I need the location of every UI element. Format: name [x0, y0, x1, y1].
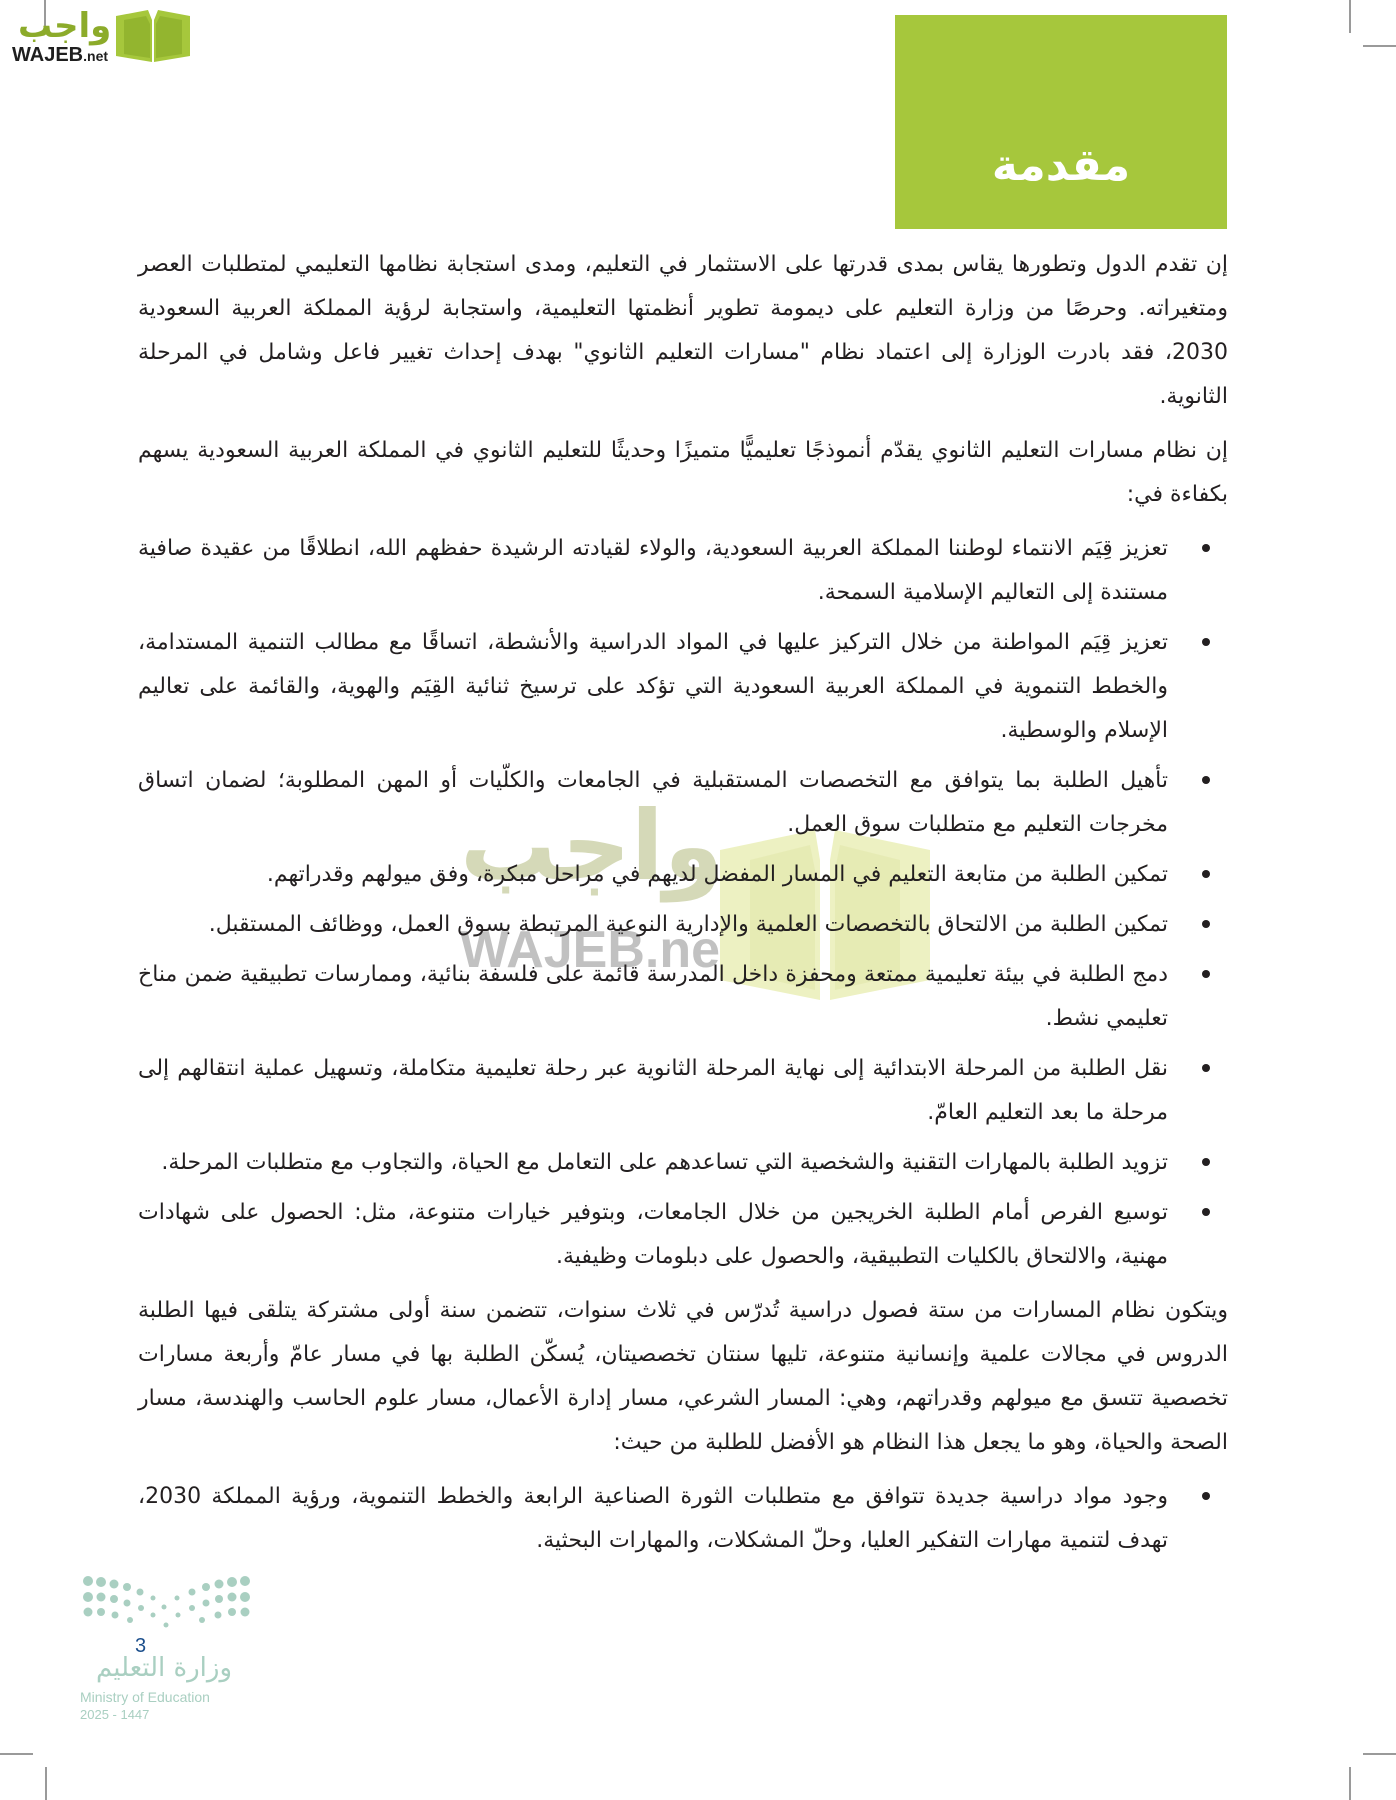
- bullet-icon: [1202, 638, 1210, 646]
- list-item: تمكين الطلبة من الالتحاق بالتخصصات العلمية والإدارية النوعية المرتبطة بسوق العمل، ووظائف المستقبل.: [138, 903, 1168, 947]
- list-item: توسيع الفرص أمام الطلبة الخريجين من خلال الجامعات، وبتوفير خيارات متنوعة، مثل: الحصول على شهادات مهنية، والالتحاق بالكليات التطبيقية، والحصول على دبلومات وظيفية.: [138, 1191, 1168, 1279]
- bullet-icon: [1202, 870, 1210, 878]
- bullet-icon: [1202, 1492, 1210, 1500]
- logo-arabic-text: واجب: [18, 6, 112, 46]
- crop-mark: [1363, 45, 1396, 47]
- list-item: تأهيل الطلبة بما يتوافق مع التخصصات المستقبلية في الجامعات والكلّيات أو المهن المطلوبة؛ لضمان اتساق مخرجات التعليم مع متطلبات سوق العمل.: [138, 759, 1168, 847]
- wajeb-logo[interactable]: [8, 4, 188, 66]
- title-banner: [895, 15, 1227, 229]
- edition-year: 2025 - 1447: [80, 1707, 150, 1722]
- page-title: مقدمة: [991, 140, 1131, 191]
- logo-latin-text: WAJEB.net: [12, 44, 109, 66]
- intro-paragraph: إن تقدم الدول وتطورها يقاس بمدى قدرتها على الاستثمار في التعليم، ومدى استجابة نظامها التعليمي لمتطلبات العصر ومتغيراته. وحرصًا من وزارة التعليم على ديمومة تطوير أنظمتها التعليمية، واستجابة لرؤية المملكة العربية السعودية 2030، فقد بادرت الوزارة إلى اعتماد نظام "مسارات التعليم الثانوي" بهدف إحداث تغيير فاعل وشامل في المرحلة الثانوية.: [138, 252, 1228, 409]
- open-book-icon: [112, 6, 194, 64]
- bullet-icon: [1202, 970, 1210, 978]
- bullet-icon: [1202, 1158, 1210, 1166]
- list-item: تعزيز قِيَم المواطنة من خلال التركيز عليها في المواد الدراسية والأنشطة، اتساقًا مع مطالب التنمية المستدامة، والخطط التنموية في المملكة العربية السعودية التي تؤكد على ترسيخ ثنائية القِيَم والهوية، والقائمة على تعاليم الإسلام والوسطية.: [138, 621, 1168, 753]
- list-item: تعزيز قِيَم الانتماء لوطننا المملكة العربية السعودية، والولاء لقيادته الرشيدة حفظهم الله، انطلاقًا من عقيدة صافية مستندة إلى التعاليم الإسلامية السمحة.: [138, 527, 1168, 615]
- list-item: تمكين الطلبة من متابعة التعليم في المسار المفضل لديهم في مراحل مبكرة، وفق ميولهم وقدراتهم.: [138, 853, 1168, 897]
- ministry-dots-icon: [80, 1575, 255, 1635]
- bullet-icon: [1202, 1064, 1210, 1072]
- intro-paragraph: إن نظام مسارات التعليم الثانوي يقدّم أنموذجًا تعليميًّا متميزًا وحديثًا للتعليم الثانوي في المملكة العربية السعودية يسهم بكفاءة في:: [138, 438, 1228, 507]
- watermark-latin: WAJEB.net: [460, 921, 738, 979]
- crop-mark: [45, 1767, 47, 1800]
- watermark-arabic: واجب: [460, 790, 724, 902]
- bullet-icon: [1202, 776, 1210, 784]
- crop-mark: [1349, 1767, 1351, 1800]
- ministry-logo: [80, 1575, 255, 1725]
- crop-mark: [0, 1753, 33, 1755]
- page-number: 3: [135, 1635, 147, 1657]
- structure-paragraph: ويتكون نظام المسارات من ستة فصول دراسية تُدرّس في ثلاث سنوات، تتضمن سنة أولى مشتركة يتلقى فيها الطلبة الدروس في مجالات علمية وإنسانية متنوعة، تليها سنتان تخصصيتان، يُسكّن الطلبة بها في مسار عامّ وأربعة مسارات تخصصية تتسق مع ميولهم وقدراتهم، وهي: المسار الشرعي، مسار إدارة الأعمال، مسار علوم الحاسب والهندسة، مسار الصحة والحياة، وهو ما يجعل هذا النظام هو الأفضل للطلبة من حيث:: [138, 1298, 1228, 1455]
- advantages-list: [138, 1475, 1228, 1563]
- list-item: تزويد الطلبة بالمهارات التقنية والشخصية التي تساعدهم على التعامل مع الحياة، والتجاوب مع متطلبات المرحلة.: [138, 1141, 1168, 1185]
- crop-mark: [1349, 0, 1351, 33]
- list-item: نقل الطلبة من المرحلة الابتدائية إلى نهاية المرحلة الثانوية عبر رحلة تعليمية متكاملة، وتسهيل عملية انتقالهم إلى مرحلة ما بعد التعليم العامّ.: [138, 1047, 1168, 1135]
- contributions-list: [138, 527, 1228, 1279]
- bullet-icon: [1202, 1208, 1210, 1216]
- list-item: وجود مواد دراسية جديدة تتوافق مع متطلبات الثورة الصناعية الرابعة والخطط التنموية، ورؤية المملكة 2030، تهدف لتنمية مهارات التفكير العليا، وحلّ المشكلات، والمهارات البحثية.: [138, 1475, 1168, 1563]
- crop-mark: [1363, 1753, 1396, 1755]
- bullet-icon: [1202, 544, 1210, 552]
- bullet-icon: [1202, 920, 1210, 928]
- ministry-english-name: Ministry of Education: [80, 1689, 210, 1705]
- list-item: دمج الطلبة في بيئة تعليمية ممتعة ومحفزة داخل المدرسة قائمة على فلسفة بنائية، وممارسات تطبيقية ضمن مناخ تعليمي نشط.: [138, 953, 1168, 1041]
- ministry-arabic-name: وزارة التعليم: [95, 1653, 233, 1683]
- document-body: [138, 243, 1228, 1573]
